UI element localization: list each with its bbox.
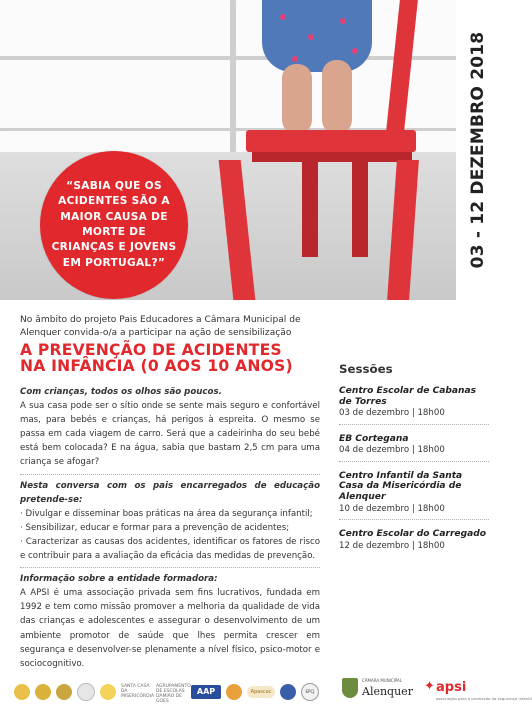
drawer <box>0 60 230 128</box>
pants-dot <box>352 48 358 54</box>
apsi-mark-icon: ✦ <box>424 679 435 694</box>
footer-logos <box>0 675 532 707</box>
partner-logo-text: Apascac <box>247 686 275 698</box>
drawer <box>0 0 230 56</box>
event-date-text: 03 - 12 DEZEMBRO 2018 <box>468 31 488 269</box>
divider <box>20 474 320 475</box>
municipal-shield-icon <box>342 678 358 698</box>
apsi-tagline: associação para a promoção da segurança infantil <box>436 696 532 701</box>
partner-logo <box>100 684 116 700</box>
partner-logo-text: EPCJ <box>301 683 319 701</box>
divider <box>339 461 489 462</box>
sessions-panel <box>339 362 489 562</box>
lead-heading: Com crianças, todos os olhos são poucos. <box>20 387 222 397</box>
intro-text: No âmbito do projeto Pais Educadores a Câmara Municipal de Alenquer convida-o/a a participar na ação de sensibilização <box>20 315 301 338</box>
partner-logo <box>77 683 95 701</box>
session-datetime: 04 de dezembro | 18h00 <box>339 445 445 456</box>
pants-dot <box>308 34 314 40</box>
child-pants <box>262 0 372 72</box>
child-leg <box>322 60 352 134</box>
pants-dot <box>280 14 286 20</box>
divider <box>20 567 320 568</box>
session-datetime: 03 de dezembro | 18h00 <box>339 408 445 419</box>
session-datetime: 12 de dezembro | 18h00 <box>339 540 445 551</box>
partner-logo <box>56 684 72 700</box>
partner-logo <box>14 684 30 700</box>
partner-logo <box>226 684 242 700</box>
drawer-gap <box>0 56 456 60</box>
chair-leg <box>302 162 318 257</box>
title-line: NA INFÂNCIA (0 AOS 10 ANOS) <box>20 357 293 376</box>
chair-seat-edge <box>252 152 412 162</box>
partner-logo-text: AAP <box>191 685 221 699</box>
lead-heading: Nesta conversa com os pais encarregados de educação pretende-se: <box>20 480 320 505</box>
session-venue: Centro Infantil da Santa Casa da Misericórdia de Alenquer <box>339 470 463 502</box>
divider <box>339 519 489 520</box>
bullet-item: · Divulgar e disseminar boas práticas na área da segurança infantil; <box>20 508 313 519</box>
session-item <box>339 471 489 520</box>
bullet-item: · Sensibilizar, educar e formar para a prevenção de acidentes; <box>20 522 290 533</box>
municipality-name: Alenquer <box>362 685 413 698</box>
session-venue: EB Cortegana <box>339 433 409 444</box>
session-venue: Centro Escolar do Carregado <box>339 529 487 540</box>
quote-text: “SABIA QUE OS ACIDENTES SÃO A MAIOR CAUSA DE MORTE DE CRIANÇAS E JOVENS EM PORTUGAL?” <box>51 179 177 269</box>
sessions-heading: Sessões <box>339 362 393 376</box>
lead-heading: Informação sobre a entidade formadora: <box>20 574 218 585</box>
page-title <box>20 342 330 374</box>
divider <box>339 424 489 425</box>
drawer-gap <box>230 0 236 152</box>
pants-dot <box>340 18 346 24</box>
session-item <box>339 434 489 462</box>
municipality-label: CÂMARA MUNICIPAL <box>362 678 402 683</box>
chair-seat <box>246 130 416 152</box>
partner-logo <box>35 684 51 700</box>
partner-logo-row <box>14 681 324 703</box>
apsi-logo <box>424 675 532 705</box>
main-content <box>20 385 320 671</box>
partner-logo-text: SANTA CASA DA MISERICÓRDIA <box>121 684 155 699</box>
drawer <box>0 131 230 152</box>
child-leg <box>282 64 312 134</box>
alenquer-logo <box>342 675 422 705</box>
quote-bubble <box>40 151 188 299</box>
paragraph: A sua casa pode ser o sítio onde se sente mais seguro e confortável mas, para bebés e crianças, há perigos à espreita. O mesmo se passa em cada viagem de carro. Será que a cadeirinha do seu bebé está bem colocada? E na água, sabia que bastam 2,5 cm para uma criança se afogar? <box>20 401 320 468</box>
partner-logo-text: AGRUPAMENTO DE ESCOLAS DAMIÃO DE GOES <box>156 684 191 704</box>
event-date <box>456 0 500 300</box>
pants-dot <box>292 56 298 62</box>
session-item <box>339 529 489 553</box>
session-venue: Centro Escolar de Cabanas de Torres <box>339 386 477 407</box>
bullet-item: · Caracterizar as causas dos acidentes, identificar os fatores de risco e contribuir para a avaliação da eficácia das medidas de prevenção. <box>20 536 320 562</box>
apsi-name: apsi <box>436 680 467 695</box>
session-datetime: 10 de dezembro | 18h00 <box>339 503 445 514</box>
title-line: A PREVENÇÃO DE ACIDENTES <box>20 341 282 359</box>
chair-leg <box>352 162 368 257</box>
paragraph: A APSI é uma associação privada sem fins lucrativos, fundada em 1992 e tem como missão promover a melhoria da qualidade de vida das crianças e adolescentes e assegurar o desenvolvimento de um ambiente promotor de saúde que lhes permita crescer em segurança e desenvolver-se plenamente a nível físico, psico-motor e sociocognitivo. <box>20 588 320 669</box>
session-item <box>339 386 489 425</box>
partner-logo <box>280 684 296 700</box>
